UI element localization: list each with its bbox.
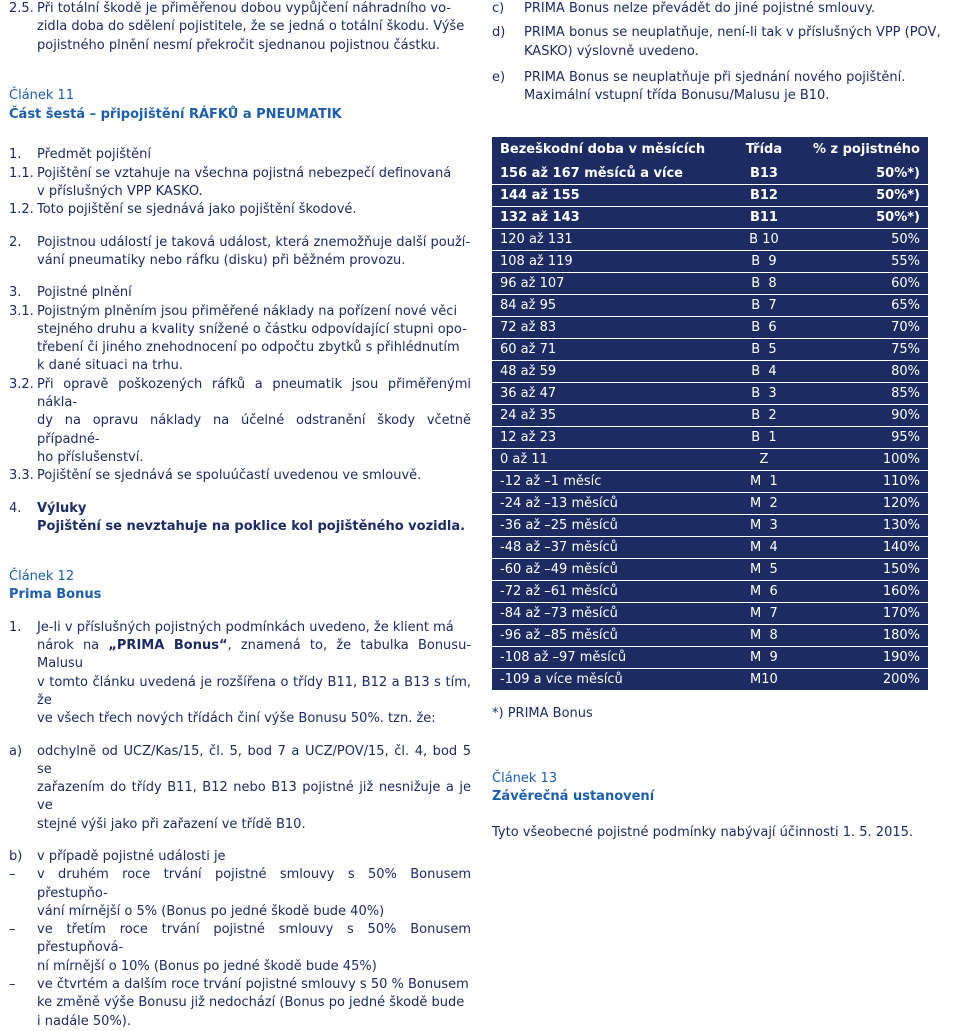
table-row — [492, 537, 928, 559]
class-cell: B 3 — [735, 383, 793, 405]
clause-letter: d) — [492, 25, 506, 41]
clause-3-3 — [9, 467, 471, 485]
dash-item-3 — [9, 976, 471, 1031]
period-cell: 0 až 11 — [492, 449, 735, 471]
text-line: v druhém roce trvání pojistné smlouvy s 50% Bonusem přestupňo- — [37, 867, 471, 901]
text-fragment: , znamená to, že tabulka Bonusu-Malusu — [37, 638, 472, 672]
article-13-title: Závěrečná ustanovení — [492, 789, 655, 805]
clause-number: 1.2. — [9, 202, 34, 218]
class-cell: B 8 — [735, 273, 793, 295]
section-3 — [9, 284, 471, 302]
clause-number: 2.5. — [9, 1, 34, 16]
section-title: Výluky — [37, 500, 87, 516]
table-row — [492, 273, 928, 295]
percent-cell: 180% — [793, 625, 928, 647]
section-number: 2. — [9, 234, 22, 250]
table-row — [492, 317, 928, 339]
class-cell: B11 — [735, 207, 793, 229]
table-row — [492, 581, 928, 603]
class-cell: B 2 — [735, 405, 793, 427]
percent-cell: 75% — [793, 339, 928, 361]
class-cell: Z — [735, 449, 793, 471]
text-line: třebení či jiného znehodnocení po odpočtu zbytků s přihlédnutím — [37, 340, 460, 356]
footnote: *) PRIMA Bonus — [492, 706, 593, 722]
article-13-heading: Článek 13 — [492, 770, 558, 786]
period-cell: -96 až –85 měsíců — [492, 625, 735, 647]
clause-3-1 — [9, 303, 471, 376]
table-header-row — [492, 137, 928, 163]
percent-cell: 100% — [793, 449, 928, 471]
text-line: Je-li v příslušných pojistných podmínkách uvedeno, že klient má — [37, 619, 454, 635]
table-row — [492, 339, 928, 361]
clause-e — [492, 69, 952, 106]
text-line: Při opravě poškozených ráfků a pneumatik jsou přiměřenými nákla- — [37, 376, 471, 411]
class-cell: M 9 — [735, 647, 793, 669]
class-cell: M 4 — [735, 537, 793, 559]
left-column — [9, 0, 471, 1031]
section-number: 4. — [9, 500, 22, 516]
table-row — [492, 383, 928, 405]
percent-cell: 50%*) — [793, 185, 928, 207]
period-cell: -36 až –25 měsíců — [492, 515, 735, 537]
class-cell: M10 — [735, 669, 793, 691]
percent-cell: 50% — [793, 229, 928, 251]
section-number: 3. — [9, 285, 22, 301]
class-cell: M 2 — [735, 493, 793, 515]
text-line: stejné výši jako při zařazení ve třídě B10. — [37, 816, 306, 832]
clause-text: Pojištění se sjednává se spoluúčastí uvedenou ve smlouvě. — [37, 468, 422, 484]
percent-cell: 60% — [793, 273, 928, 295]
class-cell: B 7 — [735, 295, 793, 317]
clause-number: 1.1. — [9, 165, 34, 181]
column-header: Bezeškodní doba v měsících — [492, 137, 735, 163]
text-line: Při totální škodě je přiměřenou dobou vypůjčení náhradního vo- — [37, 1, 451, 16]
text-line: zidla doba do sdělení pojistitele, že se jedná o totální škodu. Výše — [37, 19, 465, 35]
exclusion-text: Pojištění se nevztahuje na poklice kol pojištěného vozidla. — [37, 518, 466, 534]
text-line: pojistného plnění nesmí překročit sjednanou pojistnou částku. — [37, 37, 440, 53]
text-line: k dané situaci na trhu. — [37, 358, 183, 374]
dash-bullet: – — [9, 867, 16, 883]
percent-cell: 120% — [793, 493, 928, 515]
period-cell: 24 až 35 — [492, 405, 735, 427]
period-cell: -60 až –49 měsíců — [492, 559, 735, 581]
percent-cell: 50%*) — [793, 207, 928, 229]
text-line: PRIMA bonus se neuplatňuje, není-li tak v příslušných VPP (POV, — [524, 25, 941, 41]
clause-letter: a) — [9, 743, 23, 759]
clause-text: v případě pojistné události je — [37, 848, 226, 864]
period-cell: -109 a více měsíců — [492, 669, 735, 691]
period-cell: 120 až 131 — [492, 229, 735, 251]
class-cell: M 1 — [735, 471, 793, 493]
class-cell: M 8 — [735, 625, 793, 647]
column-header: % z pojistného — [793, 137, 928, 163]
section-2 — [9, 234, 471, 271]
percent-cell: 110% — [793, 471, 928, 493]
table-row — [492, 163, 928, 185]
prima-bonus-clause-1 — [9, 619, 471, 729]
class-cell: M 6 — [735, 581, 793, 603]
column-header: Třída — [735, 137, 793, 163]
bonus-malus-table — [492, 137, 928, 691]
clause-a — [9, 743, 471, 834]
text-line: Pojištění se vztahuje na všechna pojistná nebezpečí definovaná — [37, 165, 452, 181]
table-row — [492, 361, 928, 383]
text-line: PRIMA Bonus se neuplatňuje při sjednání nového pojištění. — [524, 69, 906, 85]
text-line: vání pneumatiky nebo ráfku (disku) při běžném provozu. — [37, 252, 406, 268]
period-cell: 12 až 23 — [492, 427, 735, 449]
percent-cell: 130% — [793, 515, 928, 537]
percent-cell: 90% — [793, 405, 928, 427]
table-row — [492, 471, 928, 493]
class-cell: B 5 — [735, 339, 793, 361]
percent-cell: 150% — [793, 559, 928, 581]
table-row — [492, 251, 928, 273]
period-cell: 156 až 167 měsíců a více — [492, 163, 735, 185]
percent-cell: 70% — [793, 317, 928, 339]
period-cell: 132 až 143 — [492, 207, 735, 229]
percent-cell: 65% — [793, 295, 928, 317]
period-cell: -12 až –1 měsíc — [492, 471, 735, 493]
text-line: ke změně výše Bonusu již nedochází (Bonus po jedné škodě bude — [37, 995, 465, 1011]
table-row — [492, 405, 928, 427]
table-row — [492, 515, 928, 537]
clause-2-5 — [9, 0, 471, 55]
text-line: ní mírnější o 10% (Bonus po jedné škodě bude 45%) — [37, 958, 377, 974]
period-cell: -24 až –13 měsíců — [492, 493, 735, 515]
clause-d — [492, 24, 952, 61]
clause-number: 3.3. — [9, 468, 34, 484]
clause-3-2 — [9, 376, 471, 467]
clause-text: Toto pojištění se sjednává jako pojištění škodové. — [37, 202, 357, 218]
section-title: Předmět pojištění — [37, 147, 151, 163]
clause-b — [9, 848, 471, 866]
period-cell: 60 až 71 — [492, 339, 735, 361]
clause-1-1 — [9, 165, 471, 202]
class-cell: B 9 — [735, 251, 793, 273]
text-line: v příslušných VPP KASKO. — [37, 184, 203, 200]
table-row — [492, 427, 928, 449]
clause-text: PRIMA Bonus nelze převádět do jiné pojistné smlouvy. — [524, 1, 875, 16]
table-row — [492, 207, 928, 229]
article-11-title: Část šestá – připojištění RÁFKŮ a PNEUMATIK — [9, 107, 342, 123]
table-row — [492, 295, 928, 317]
period-cell: -72 až –61 měsíců — [492, 581, 735, 603]
section-number: 1. — [9, 147, 22, 163]
class-cell: M 3 — [735, 515, 793, 537]
percent-cell: 80% — [793, 361, 928, 383]
dash-item-1 — [9, 866, 471, 921]
text-line: ho příslušenství. — [37, 449, 144, 465]
percent-cell: 160% — [793, 581, 928, 603]
class-cell: B12 — [735, 185, 793, 207]
dash-bullet: – — [9, 977, 16, 993]
table-row — [492, 493, 928, 515]
section-1 — [9, 146, 471, 164]
section-4 — [9, 500, 471, 537]
class-cell: M 5 — [735, 559, 793, 581]
table-row — [492, 647, 928, 669]
class-cell: M 7 — [735, 603, 793, 625]
text-line: stejného druhu a kvality snížené o částku odpovídající stupni opo- — [37, 321, 467, 337]
period-cell: 84 až 95 — [492, 295, 735, 317]
article-12-heading: Článek 12 — [9, 569, 75, 585]
period-cell: 48 až 59 — [492, 361, 735, 383]
percent-cell: 50%*) — [793, 163, 928, 185]
text-fragment: nárok na — [37, 638, 109, 654]
table-row — [492, 625, 928, 647]
text-line: Pojistnou událostí je taková událost, která znemožňuje další použí- — [37, 234, 471, 250]
table-row — [492, 185, 928, 207]
period-cell: 36 až 47 — [492, 383, 735, 405]
percent-cell: 190% — [793, 647, 928, 669]
section-title: Pojistné plnění — [37, 285, 132, 301]
text-line: Maximální vstupní třída Bonusu/Malusu je B10. — [524, 88, 830, 104]
table-row — [492, 603, 928, 625]
period-cell: -48 až –37 měsíců — [492, 537, 735, 559]
article-11-heading: Článek 11 — [9, 87, 75, 103]
text-line — [37, 637, 471, 674]
class-cell: B 4 — [735, 361, 793, 383]
clause-1-2 — [9, 201, 471, 219]
text-line: v tomto článku uvedená je rozšířena o třídy B11, B12 a B13 s tím, že — [37, 674, 471, 708]
percent-cell: 85% — [793, 383, 928, 405]
class-cell: B 1 — [735, 427, 793, 449]
period-cell: -108 až –97 měsíců — [492, 647, 735, 669]
clause-letter: e) — [492, 69, 506, 85]
percent-cell: 55% — [793, 251, 928, 273]
dash-item-2 — [9, 921, 471, 976]
percent-cell: 200% — [793, 669, 928, 691]
final-provision-text: Tyto všeobecné pojistné podmínky nabývají účinnosti 1. 5. 2015. — [492, 825, 914, 841]
class-cell: B13 — [735, 163, 793, 185]
period-cell: 96 až 107 — [492, 273, 735, 295]
text-line: dy na opravu náklady na účelné odstranění škody včetně případné- — [37, 413, 471, 447]
percent-cell: 95% — [793, 427, 928, 449]
text-line: i nadále 50%). — [37, 1013, 132, 1029]
clause-number: 1. — [9, 619, 22, 635]
percent-cell: 140% — [793, 537, 928, 559]
table-row — [492, 229, 928, 251]
text-line: odchylně od UCZ/Kas/15, čl. 5, bod 7 a UCZ/POV/15, čl. 4, bod 5 se — [37, 743, 471, 777]
clause-number: 3.1. — [9, 303, 34, 319]
period-cell: 144 až 155 — [492, 185, 735, 207]
clause-c — [492, 0, 952, 18]
right-column — [492, 0, 952, 843]
percent-cell: 170% — [793, 603, 928, 625]
text-line: vání mírnější o 5% (Bonus po jedné škodě bude 40%) — [37, 903, 385, 919]
period-cell: 108 až 119 — [492, 251, 735, 273]
text-line: Pojistným plněním jsou přiměřené náklady na pořízení nové věci — [37, 303, 458, 319]
clause-letter: c) — [492, 1, 505, 16]
text-line: ve čtvrtém a dalším roce trvání pojistné smlouvy s 50 % Bonusem — [37, 977, 469, 993]
article-12-title: Prima Bonus — [9, 587, 102, 603]
class-cell: B 10 — [735, 229, 793, 251]
table-row — [492, 449, 928, 471]
dash-bullet: – — [9, 922, 16, 938]
period-cell: -84 až –73 měsíců — [492, 603, 735, 625]
class-cell: B 6 — [735, 317, 793, 339]
table-row — [492, 559, 928, 581]
text-line: KASKO) výslovně uvedeno. — [524, 43, 699, 59]
text-line: ve všech třech nových třídách činí výše Bonusu 50%. tzn. že: — [37, 711, 436, 727]
table-row — [492, 669, 928, 691]
clause-number: 3.2. — [9, 376, 34, 392]
text-line: ve třetím roce trvání pojistné smlouvy s 50% Bonusem přestupňová- — [37, 922, 471, 956]
prima-bonus-term: „PRIMA Bonus“ — [108, 638, 228, 654]
text-line: zařazením do třídy B11, B12 nebo B13 pojistné již nesnižuje a je ve — [37, 780, 471, 814]
period-cell: 72 až 83 — [492, 317, 735, 339]
clause-letter: b) — [9, 848, 23, 864]
